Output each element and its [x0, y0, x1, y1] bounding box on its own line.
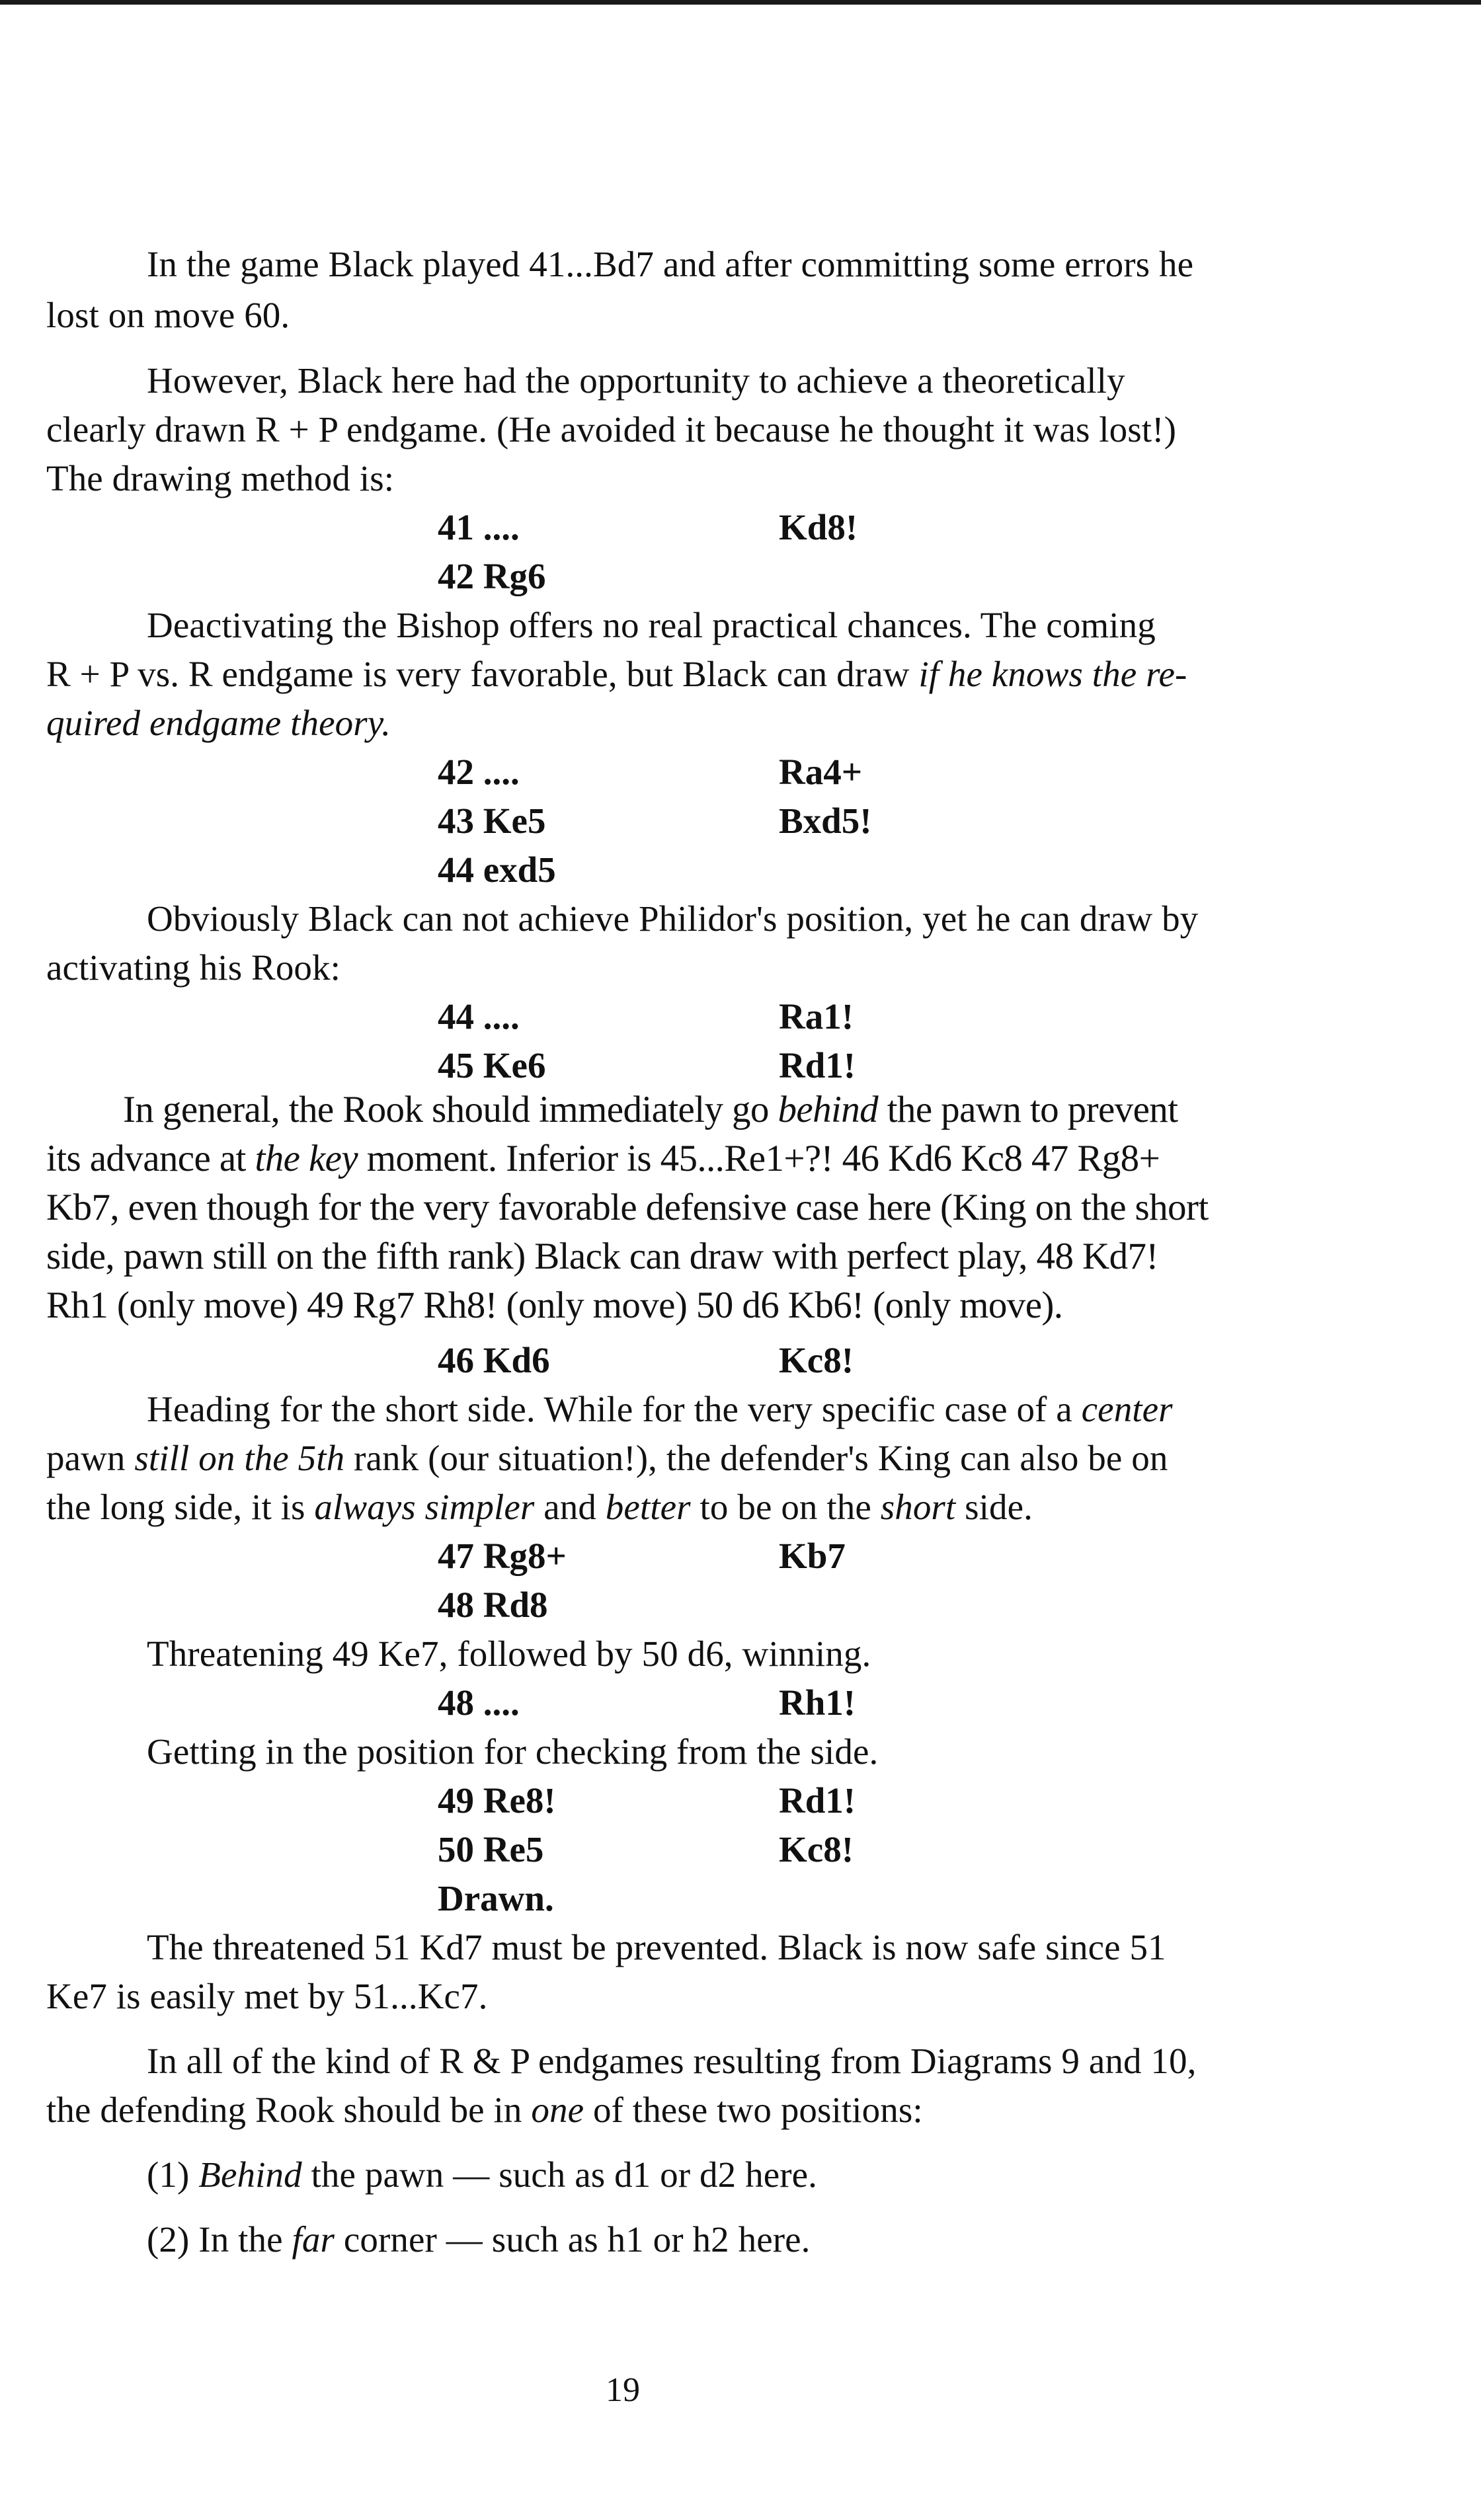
move-white: 43 Ke5 — [438, 801, 546, 841]
move-black: Kc8! — [779, 1340, 854, 1380]
text-line: However, Black here had the opportunity to achieve a theoretically — [147, 360, 1125, 401]
text-line: activating his Rook: — [46, 947, 341, 988]
move-white: 47 Rg8+ — [438, 1536, 567, 1576]
move-white: 44 exd5 — [438, 849, 556, 890]
text-line: In all of the kind of R & P endgames resulting from Diagrams 9 and 10, — [147, 2041, 1197, 2081]
emphasis: quired endgame theory. — [46, 703, 391, 743]
emphasis: Behind — [198, 2154, 302, 2195]
move-black: Rd1! — [779, 1045, 856, 1085]
text-line: The threatened 51 Kd7 must be prevented. Black is now safe since 51 — [147, 1927, 1166, 1967]
text-line: the defending Rook should be in one of these two positions: — [46, 2090, 923, 2130]
text-line: Kb7, even though for the very favorable defensive case here (King on the short — [46, 1187, 1209, 1228]
top-scan-border — [0, 0, 1481, 5]
move-black: Kb7 — [779, 1536, 846, 1576]
text-line: the long side, it is always simpler and better to be on the short side. — [46, 1487, 1033, 1527]
emphasis: center — [1081, 1389, 1173, 1429]
move-black: Bxd5! — [779, 801, 872, 841]
game-result: Drawn. — [438, 1878, 554, 1918]
text-line: R + P vs. R endgame is very favorable, but Black can draw if he knows the re- — [46, 654, 1187, 694]
emphasis: far — [292, 2219, 335, 2260]
move-white: 50 Re5 — [438, 1829, 544, 1870]
move-white: 42 Rg6 — [438, 556, 546, 596]
text-line: In the game Black played 41...Bd7 and after committing some errors he — [147, 244, 1194, 284]
text-line: side, pawn still on the fifth rank) Black can draw with perfect play, 48 Kd7! — [46, 1236, 1158, 1277]
move-white: 49 Re8! — [438, 1780, 556, 1821]
emphasis: one — [531, 2090, 584, 2130]
move-white: 44 .... — [438, 996, 520, 1037]
page-number: 19 — [606, 2371, 640, 2409]
move-white: 45 Ke6 — [438, 1045, 546, 1085]
emphasis: the key — [255, 1138, 358, 1179]
move-black: Kc8! — [779, 1829, 854, 1870]
emphasis: if he knows the re- — [918, 654, 1187, 694]
emphasis: behind — [778, 1089, 879, 1130]
move-black: Ra4+ — [779, 752, 863, 792]
move-white: 48 Rd8 — [438, 1585, 548, 1625]
list-item: (1) Behind the pawn — such as d1 or d2 here. — [147, 2154, 817, 2195]
text-line: pawn still on the 5th rank (our situation!), the defender's King can also be on — [46, 1438, 1168, 1478]
text-line: lost on move 60. — [46, 295, 290, 335]
move-white: 41 .... — [438, 507, 520, 547]
move-black: Kd8! — [779, 507, 858, 547]
text-line: Threatening 49 Ke7, followed by 50 d6, winning. — [147, 1634, 871, 1674]
text-line: its advance at the key moment. Inferior is 45...Re1+?! 46 Kd6 Kc8 47 Rg8+ — [46, 1138, 1160, 1179]
text-line: Obviously Black can not achieve Philidor's position, yet he can draw by — [147, 898, 1199, 939]
move-white: 42 .... — [438, 752, 520, 792]
text-line: The drawing method is: — [46, 458, 395, 498]
text-line: Deactivating the Bishop offers no real practical chances. The coming — [147, 605, 1156, 645]
text-line: Ke7 is easily met by 51...Kc7. — [46, 1976, 488, 2016]
list-item: (2) In the far corner — such as h1 or h2 here. — [147, 2219, 811, 2260]
text-line: Rh1 (only move) 49 Rg7 Rh8! (only move) 50 d6 Kb6! (only move). — [46, 1284, 1063, 1326]
move-black: Rd1! — [779, 1780, 856, 1821]
text-line — [46, 705, 391, 741]
emphasis: always simpler — [314, 1487, 535, 1527]
emphasis: better — [605, 1487, 691, 1527]
move-black: Rh1! — [779, 1682, 856, 1723]
emphasis: short — [880, 1487, 956, 1527]
emphasis: still on the 5th — [134, 1438, 345, 1478]
text-line: clearly drawn R + P endgame. (He avoided it because he thought it was lost!) — [46, 409, 1177, 450]
text-line: Heading for the short side. While for the very specific case of a center — [147, 1389, 1173, 1429]
move-white: 46 Kd6 — [438, 1340, 550, 1380]
text-line: In general, the Rook should immediately go behind the pawn to prevent — [123, 1089, 1178, 1130]
move-white: 48 .... — [438, 1682, 520, 1723]
move-black: Ra1! — [779, 996, 854, 1037]
text-line: Getting in the position for checking from the side. — [147, 1731, 879, 1772]
